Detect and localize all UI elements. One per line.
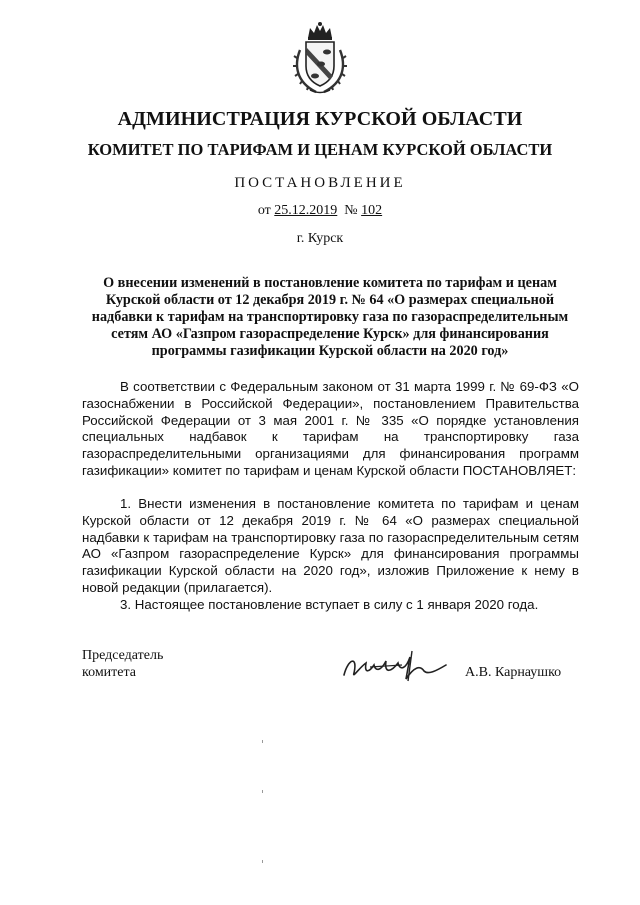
document-type: ПОСТАНОВЛЕНИЕ xyxy=(234,175,406,191)
document-date: 25.12.2019 xyxy=(274,203,338,218)
scan-artifact xyxy=(262,860,263,863)
document-number: 102 xyxy=(361,203,383,218)
preamble-text: В соответствии с Федеральным законом от 31 марта 1999 г. № 69-ФЗ «О газоснабжении в Российской Федерации», постановлением Правительства Российской Федерации от 3 мая 2001 г. № 335 «О порядке установления специальных надбавок к тарифам на транспортировку газа газораспределительными организациями для финансирования программ газификации» комитет по тарифам и ценам Курской области ПОСТАНОВЛЯЕТ: xyxy=(82,379,579,478)
preamble-paragraph xyxy=(82,379,579,480)
handwritten-signature xyxy=(340,645,450,687)
signatory-position-line-2: комитета xyxy=(82,665,137,680)
document-date-number xyxy=(0,203,640,219)
item-1-text: 1. Внести изменения в постановление комитета по тарифам и ценам Курской области от 12 декабря 2019 г. № 64 «О размерах специальной надбавки к тарифам на транспортировку газа по газораспределительным сетям АО «Газпром газораспределение Курск» для финансирования программы газификации Курской области на 2020 год», изложив Приложение к нему в новой редакции (прилагается). xyxy=(82,496,579,595)
committee-heading: КОМИТЕТ ПО ТАРИФАМ И ЦЕНАМ КУРСКОЙ ОБЛАСТИ xyxy=(87,140,553,159)
item-3-text: 3. Настоящее постановление вступает в силу с 1 января 2020 года. xyxy=(120,597,539,612)
signatory-position xyxy=(82,647,163,681)
document-place: г. Курск xyxy=(296,231,344,246)
document-title: О внесении изменений в постановление комитета по тарифам и ценам Курской области от 12 декабря 2019 г. № 64 «О размерах специальной надбавки к тарифам на транспортировку газа по газораспределительным сетям АО «Газпром газораспределение Курск» для финансирования программы газификации Курской области на 2020 год» xyxy=(91,275,569,359)
date-prefix: от xyxy=(257,203,271,218)
item-3-paragraph xyxy=(82,597,579,614)
signatory-name: А.В. Карнаушко xyxy=(465,665,562,680)
number-prefix: № xyxy=(344,203,358,218)
item-1-paragraph xyxy=(82,496,579,597)
scan-artifact xyxy=(262,740,263,743)
coat-of-arms-emblem xyxy=(292,20,348,96)
scan-artifact xyxy=(262,790,263,793)
administration-heading: АДМИНИСТРАЦИЯ КУРСКОЙ ОБЛАСТИ xyxy=(117,108,523,130)
signatory-position-line-1: Председатель xyxy=(82,648,164,663)
